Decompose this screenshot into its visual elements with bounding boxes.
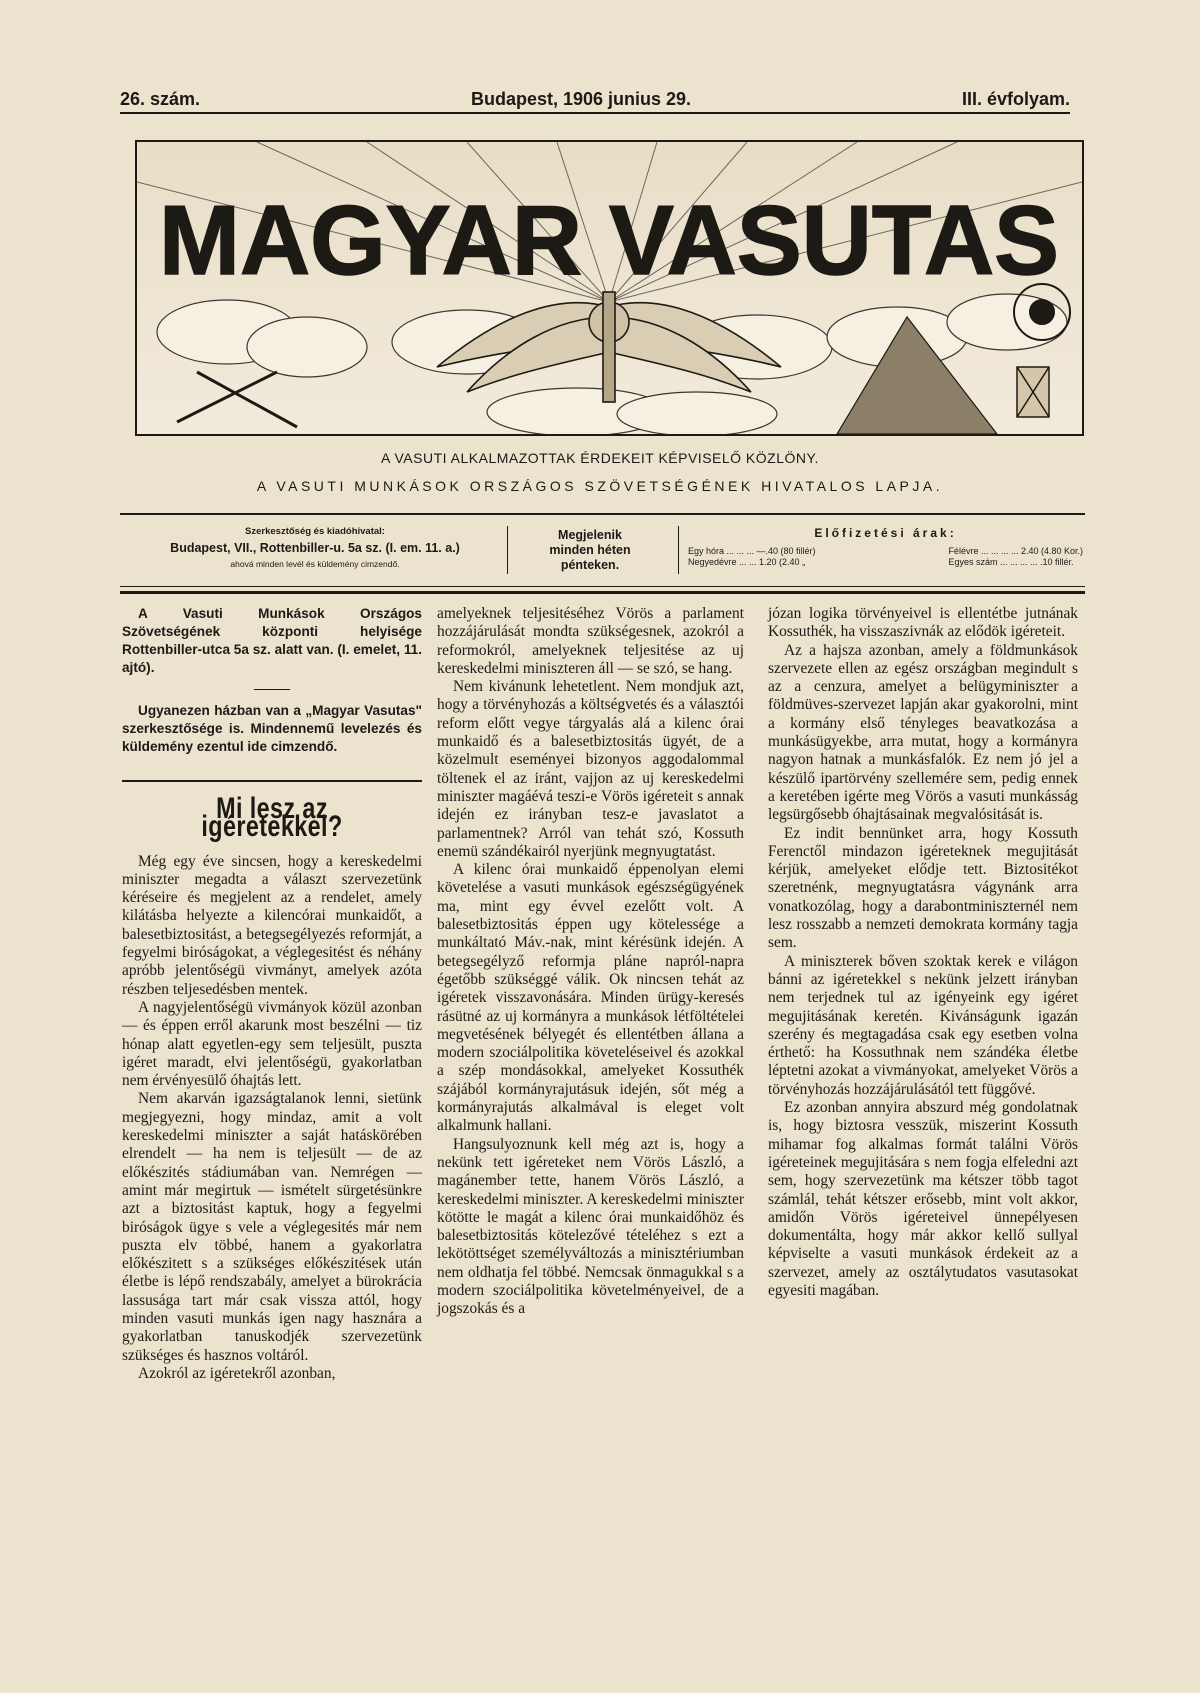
info-bottom-rule	[120, 586, 1085, 594]
masthead	[135, 140, 1084, 436]
publication-schedule	[510, 528, 670, 573]
price-heading: Előfizetési árak:	[814, 526, 957, 540]
article-paragraph: Ez azonban annyira abszurd még gondolatnak is, hogy biztosra vesszük, miszerint Kossuth mihamar fog alkalmas formát találni Vörös igéreteinek megujitására s nem fogja elfeledni azt sem, hogy szervezetünk ma kétszer több tagot számlál, tehát kétszer erősebb, mint volt akkor, amidőn Vörös igéreteivel ünnepélyesen dokumentálta, hogy már akkor kellő sullyal képviselte a vasuti munkások érdekeit az a szervezet, amely az osztálytudatos vasutasokat egyesiti magában.	[768, 1099, 1078, 1299]
subtitle-line-2: A VASUTI MUNKÁSOK ORSZÁGOS SZÖVETSÉGÉNEK HIVATALOS LAPJA.	[256, 478, 944, 494]
notice-headquarters: A Vasuti Munkások Országos Szövetségének központi helyisége Rottenbiller-utca 5a sz. alatt van. (I. emelet, 11. ajtó).	[122, 606, 422, 675]
column-1	[122, 605, 422, 1383]
notice-editorial: Ugyanezen házban van a „Magyar Vasutas" szerkesztősége is. Mindennemű levelezés és küldemény ezentul ide cimzendő.	[122, 703, 422, 754]
masthead-title: MAGYAR VASUTAS	[159, 185, 1059, 295]
info-divider	[507, 526, 508, 574]
info-bar	[120, 522, 1085, 584]
article-paragraph: amelyeknek teljesitéséhez Vörös a parlament hozzájárulását mondta szükségesnek, azokról a reformokról, amelyeknek teljesitése az uj kereskedelmi miniszteren áll — se szó, se hang.	[437, 605, 744, 677]
lantern-icon	[1017, 367, 1049, 417]
office-note: ahová minden levél és küldemény cimzendő.	[230, 559, 400, 569]
masthead-illustration	[137, 142, 1082, 434]
issue-date: Budapest, 1906 junius 29.	[470, 89, 692, 109]
price-month: Egy hóra ... ... ... —.40 (80 fillér)	[688, 546, 816, 556]
info-divider	[678, 526, 679, 574]
column-2	[437, 605, 744, 1319]
article-paragraph: Nem kivánunk lehetetlent. Nem mondjuk azt, hogy a törvényhozás a költségvetés és a választói reform előtt vegye tárgyalás alá a kilenc órai munkaidő és a balesetbiztositás ügyét, de a közelmult eseményei bizonyos aggodalommal töltenek el az iránt, vajjon az uj kereskedelmi miniszter magáévá teszi-e Vörös igéreteit s annak idején ez irányban tesz-e javaslatot a parlamentnek? Arról van tehát szó, Kossuth enemü szándékairól nyerjünk megnyugtatást.	[437, 678, 744, 860]
article-paragraph: Ez indit bennünket arra, hogy Kossuth Ferenctől mindazon igéreteknek megujitását kérjük, amelyeket elődje tett. Biztositékot szeretnénk, megnyugtatásra vágynánk arra vonatkozólag, hogy a darabontminiszternél nem lesz rosszabb a nemzeti demokrata kormány tagja sem.	[768, 824, 1078, 952]
column-3	[768, 605, 1078, 1300]
office-address: Budapest, VII., Rottenbiller-u. 5a sz. (I. em. 11. a.)	[170, 541, 460, 555]
issue-number: 26. szám.	[120, 89, 201, 109]
article-paragraph: Nem akarván igazságtalanok lenni, sietünk megjegyezni, hogy mindaz, amit a volt kereskedelmi miniszter a saját hatáskörében elrendelt — ha nem is teljesült — de az előkészités stádiumában van. Nemrégen — amint már megirtuk — ismételt sürgetésünkre azt a biztositást kaptuk, hogy a fegyelmi biróságok ügye s vele a véglegesités már nem puszta elv többé, hanem a gyakorlatra előkészitett s a szükséges előkészitések után életbe is lépő rendszabály, amelyet a bürokrácia lassusága tart már csak vissza attól, hogy minden vasuti munkás igen nagy hasznára a gyakorlatban tanuskodjék szervezetünk szükséges és hasznos voltáról.	[122, 1090, 422, 1364]
info-top-rule	[120, 513, 1085, 515]
page-header	[120, 84, 1070, 110]
article-paragraph: Az a hajsza azonban, amely a földmunkások szervezete ellen az egész országban megindult s az a cenzura, amelyet a belügyminiszter a földmüves-szervezet lapján akar gyakorolni, mint a kormány első tényleges beavatkozása a munkásügyekbe, arra mutat, hogy a kormányra nagyon hatnak a munkásfalók. Ez nem jó jel a készülő ipartörvény szellemére sem, pedig ennek a keretében igérte meg Vörös a vasuti munkásság legsürgősebb óhajtásainak megvalósitását is.	[768, 641, 1078, 824]
pub-line-3: pénteken.	[560, 558, 620, 572]
section-divider	[122, 780, 422, 782]
article-paragraph: A miniszterek bőven szoktak kerek e világon bánni az igéretekkel s nekünk jelzett irányban nem terjednek tul az igényeink egy igéret megujitásának keretén. Kivánságunk igazán szerény és megtagadása csak egy esetben volna érthető: ha Kossuthnak nem szándéka életbe léptetni azokat a vivmányokat, amelyeket Vörös a törvényhozás hozzájárulásától tett függővé.	[768, 952, 1078, 1098]
office-label: Szerkesztőség és kiadóhivatal:	[245, 526, 385, 537]
article-headline: Mi lesz az igéretekkel?	[201, 792, 343, 844]
price-half-year: Félévre ... ... ... ... 2.40 (4.80 Kor.)	[948, 546, 1083, 556]
subscription-prices	[688, 526, 1083, 568]
price-single-copy: Egyes szám ... ... ... ... .10 fillér.	[948, 557, 1074, 567]
article-paragraph: józan logika törvényeivel is ellentétbe jutnának Kossuthék, ha visszaszivnák az elődök igéreteit.	[768, 605, 1078, 641]
article-paragraph: A nagyjelentőségü vivmányok közül azonban — és éppen erről akarunk most beszélni — tiz hónap alatt egyetlen-egy sem teljesült, puszta igéret maradt, elvi jelentőségü, gyakorlatban nem érvényesülő óhajtás lett.	[122, 998, 422, 1090]
article-paragraph: Hangsulyoznunk kell még azt is, hogy a nekünk tett igéreteket nem Vörös László, a magánember tette, hanem Vörös László, a kereskedelmi miniszter. A kereskedelmi miniszter kötötte le magát a kilenc órai munkaidőhöz és balesetbiztositás kötelezővé tételéhez s ezt a lekötöttséget személyváltozás a minisztériumban nem oldhatja fel többé. Nemcsak önmagukkal s a modern szociálpolitika követelményeivel, de a jogszokás és a	[437, 1135, 744, 1318]
editorial-office	[120, 526, 510, 569]
price-quarter: Negyedévre ... ... 1.20 (2.40 „	[688, 557, 806, 567]
article-paragraph: A kilenc órai munkaidő éppenolyan elemi követelése a vasuti munkások egészségügyének ma, mint egy évvel ezelőtt volt. A balesetbiztositás éppen ugy kötelessége a munkáltató Máv.-nak, mint kérésünk idején. A betegsegélyző reformja pláne napról-napra égetőbb szükséggé válik. Ok nincsen tehát az igéretek visszavonására. Minden ürügy-keresés rásütné az uj kormányra a munkások létföltételei megvetésének bélyegét és ellentétben állana a modern szociálpolitika követeléseivel és azokkal a szép mondásokkal, amelyeket Kossuthék szájából kormányrajutásuk idején, sőt még a kormányrajutás alkalmával is eleget volt alkalmunk hallani.	[437, 861, 744, 1135]
subtitle-line-1: A VASUTI ALKALMAZOTTAK ÉRDEKEIT KÉPVISELŐ KÖZLÖNY.	[381, 450, 819, 466]
header-rule	[120, 112, 1070, 114]
pub-line-1: Megjelenik	[558, 528, 622, 542]
volume-number: III. évfolyam.	[961, 89, 1070, 109]
short-divider	[254, 689, 290, 690]
pub-line-2: minden héten	[549, 543, 631, 557]
article-paragraph: Még egy éve sincsen, hogy a kereskedelmi miniszter megadta a választ szervezetünk kéréseire és megjelent az a rendelet, amely kilátásba helyezte a kilencórai munkaidőt, a balesetbiztositást, a betegsegélyezés reformját, a fegyelmi biróságokat, a véglegesitést és néhány apróbb jelentőségü vivmányt, amelyek azóta részben teljesedésben mentek.	[122, 852, 422, 998]
article-paragraph: Azokról az igéretekről azonban,	[138, 1364, 336, 1382]
